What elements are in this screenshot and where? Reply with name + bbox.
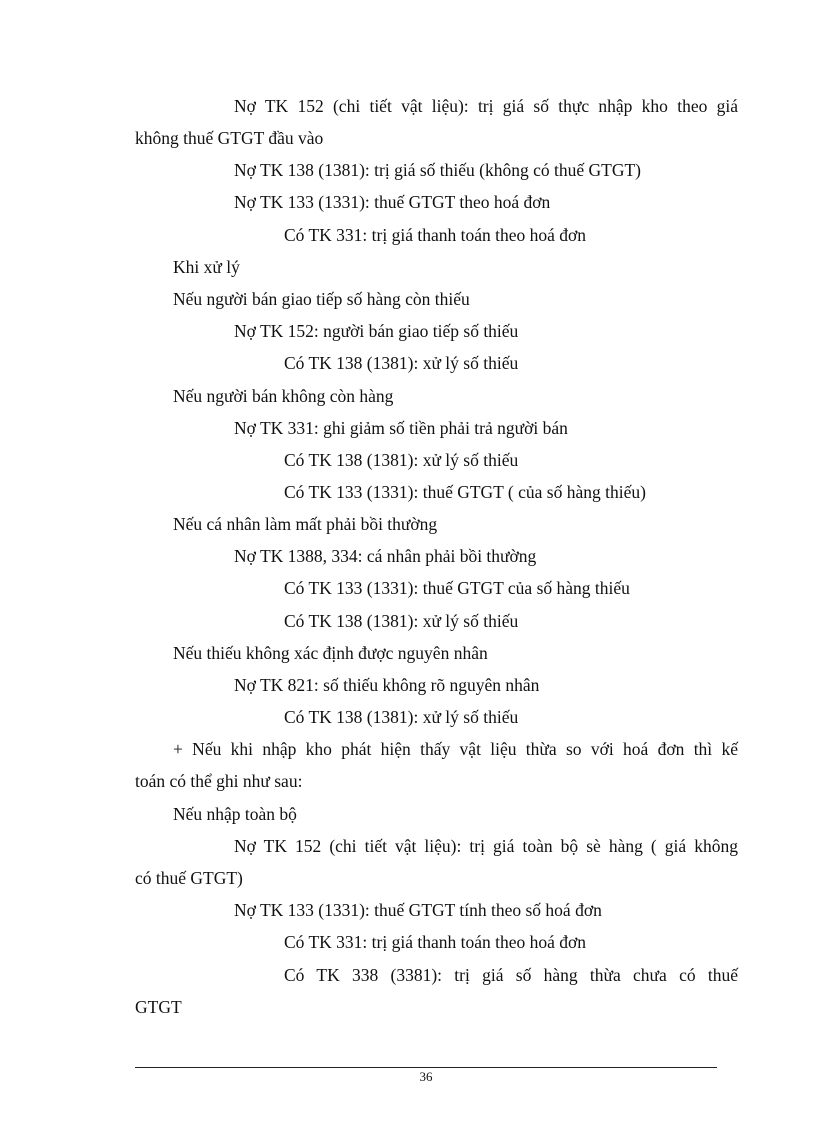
text-line: Nếu nhập toàn bộ <box>173 804 297 824</box>
text-line: GTGT <box>135 997 182 1017</box>
text-line: Nợ TK 1388, 334: cá nhân phải bồi thường <box>234 546 537 566</box>
text-line: Có TK 331: trị giá thanh toán theo hoá đơn <box>284 932 587 952</box>
text-line: Nợ TK 152 (chi tiết vật liệu): trị giá số thực nhập kho theo giá <box>234 96 738 116</box>
text-line: Có TK 338 (3381): trị giá số hàng thừa chưa có thuế <box>284 965 738 985</box>
text-line: có thuế GTGT) <box>135 868 243 888</box>
text-line: Có TK 138 (1381): xử lý số thiếu <box>284 611 519 631</box>
text-line: Có TK 138 (1381): xử lý số thiếu <box>284 353 519 373</box>
footer-divider <box>135 1067 717 1068</box>
text-line: toán có thể ghi như sau: <box>135 771 303 791</box>
text-line: Có TK 138 (1381): xử lý số thiếu <box>284 450 519 470</box>
text-line: Nếu thiếu không xác định được nguyên nhân <box>173 643 488 663</box>
text-line: Khi xử lý <box>173 257 240 277</box>
text-line: Có TK 133 (1331): thuế GTGT ( của số hàng thiếu) <box>284 482 646 502</box>
text-line: Nợ TK 133 (1331): thuế GTGT tính theo số hoá đơn <box>234 900 602 920</box>
text-line: Nợ TK 133 (1331): thuế GTGT theo hoá đơn <box>234 192 551 212</box>
text-line: Nợ TK 152 (chi tiết vật liệu): trị giá toàn bộ sè hàng ( giá không <box>234 836 738 856</box>
text-line: Nợ TK 821: số thiếu không rõ nguyên nhân <box>234 675 540 695</box>
text-line: Có TK 138 (1381): xử lý số thiếu <box>284 707 519 727</box>
text-line: Nợ TK 152: người bán giao tiếp số thiếu <box>234 321 519 341</box>
text-line: Nợ TK 138 (1381): trị giá số thiếu (không có thuế GTGT) <box>234 160 641 180</box>
text-line: Nếu người bán giao tiếp số hàng còn thiếu <box>173 289 470 309</box>
text-line: Nợ TK 331: ghi giảm số tiền phải trả người bán <box>234 418 568 438</box>
text-line: Nếu cá nhân làm mất phải bồi thường <box>173 514 438 534</box>
page-number: 36 <box>419 1069 433 1084</box>
text-line: Có TK 133 (1331): thuế GTGT của số hàng thiếu <box>284 578 630 598</box>
text-line: Nếu người bán không còn hàng <box>173 386 394 406</box>
text-line: Có TK 331: trị giá thanh toán theo hoá đơn <box>284 225 587 245</box>
text-line: không thuế GTGT đầu vào <box>135 128 324 148</box>
text-line: + Nếu khi nhập kho phát hiện thấy vật liệu thừa so với hoá đơn thì kế <box>173 739 738 759</box>
